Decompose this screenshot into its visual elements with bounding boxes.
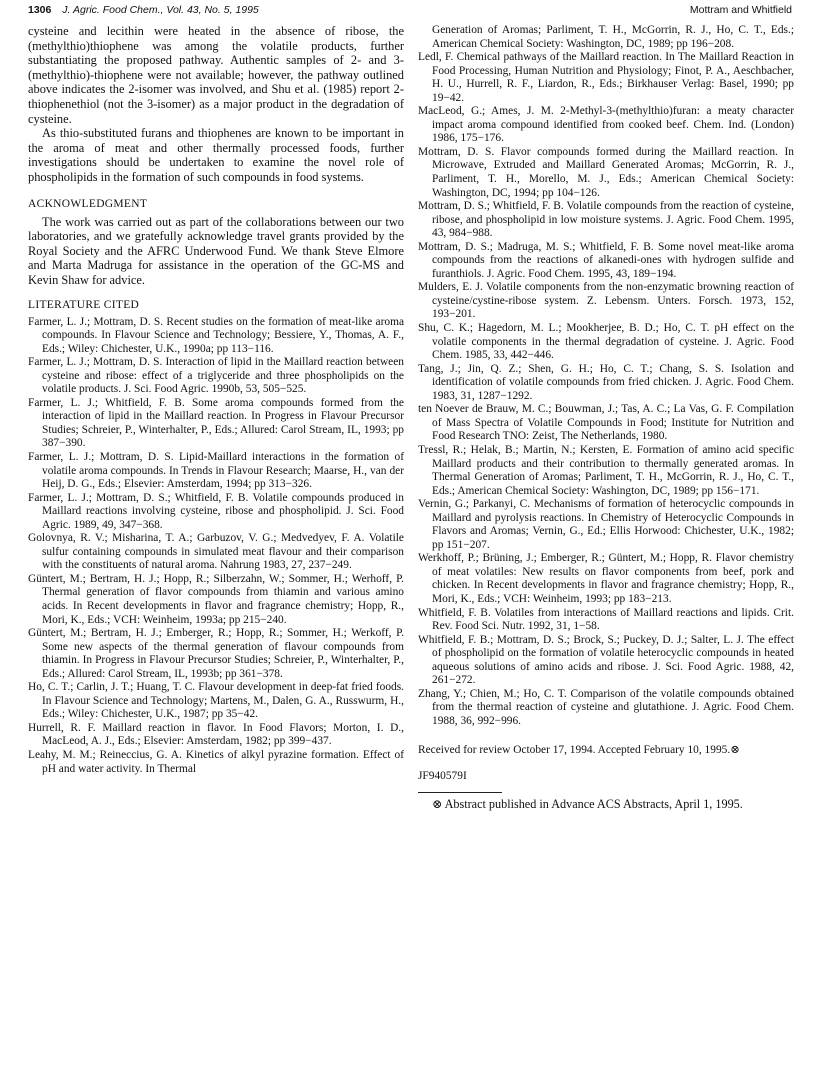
footnote: ⊗ Abstract published in Advance ACS Abstracts, April 1, 1995. xyxy=(432,797,743,812)
reference-item: Mottram, D. S.; Whitfield, F. B. Volatile compounds from the reaction of cysteine, ribose, and phospholipid in low moisture systems. J. Agric. Food Chem. 1995, 43, 984−988. xyxy=(418,200,794,240)
reference-list-right xyxy=(418,24,794,728)
left-column xyxy=(28,24,404,776)
reference-item: Farmer, L. J.; Mottram, D. S. Interaction of lipid in the Maillard reaction between cysteine and ribose: effect of a triglyceride and three phospholipids on the volatile products. J. Sci. Food Agric. 1990b, 53, 505−525. xyxy=(28,356,404,396)
reference-item: Leahy, M. M.; Reineccius, G. A. Kinetics of alkyl pyrazine formation. Effect of pH and water activity. In Thermal xyxy=(28,749,404,775)
reference-item: Whitfield, F. B. Volatiles from interactions of Maillard reactions and lipids. Crit. Rev. Food Sci. Nutr. 1992, 31, 1−58. xyxy=(418,606,794,633)
reference-item: Farmer, L. J.; Mottram, D. S. Recent studies on the formation of meat-like aroma compounds. In Flavour Science and Technology; Bessiere, Y., Thomas, A. F., Eds.; Wiley: Chichester, U.K., 1990a; pp 113−116. xyxy=(28,315,404,355)
reference-item: Mottram, D. S.; Madruga, M. S.; Whitfield, F. B. Some novel meat-like aroma compounds from the reactions of alkanedi-ones with hydrogen sulfide and furanthiols. J. Agric. Food Chem. 1995, 43, 189−194. xyxy=(418,240,794,280)
reference-item: Ho, C. T.; Carlin, J. T.; Huang, T. C. Flavour development in deep-fat fried foods. In Flavour Science and Technology; Martens, M., Dalen, G. A., Russwurm, H., Eds.; Wiley: Chichester, U.K., 1987; pp 35−42. xyxy=(28,681,404,721)
reference-continuation: Generation of Aromas; Parliment, T. H., McGorrin, R. J., Ho, C. T., Eds.; American Chemical Society: Washington, DC, 1989; pp 196−208. xyxy=(432,24,794,50)
running-authors: Mottram and Whitfield xyxy=(689,4,792,16)
reference-item: Güntert, M.; Bertram, H. J.; Emberger, R.; Hopp, R.; Sommer, H.; Werkoff, P. Some new aspects of the thermal generation of flavour compounds from thiamin. In Progress in Flavour Precursor Studies; Schreier, P., Winterhalter, P., Eds.; Allured: Carol Stream, IL, 1993b; pp 361−378. xyxy=(28,627,404,680)
reference-item: Ledl, F. Chemical pathways of the Maillard reaction. In The Maillard Reaction in Food Processing, Human Nutrition and Physiology; Finot, P. A., Aeschbacher, H. U., Hurrell, R. F., Liardon, R., Eds.; Birkhauser Verlag: Basel, 1990; pp 19−42. xyxy=(418,51,794,104)
running-header xyxy=(28,4,792,22)
received-dates: Received for review October 17, 1994. Accepted February 10, 1995.⊗ xyxy=(418,744,740,757)
reference-item: MacLeod, G.; Ames, J. M. 2-Methyl-3-(methylthio)furan: a meaty character impact aroma compound identified from cooked beef. Chem. Ind. (London) 1986, 175−176. xyxy=(418,105,794,145)
reference-item: Golovnya, R. V.; Misharina, T. A.; Garbuzov, V. G.; Medvedyev, F. A. Volatile sulfur containing compounds in simulated meat flavour and their comparison with the constituents of natural aroma. Nahrung 1983, 27, 237−249. xyxy=(28,532,404,572)
reference-item: Zhang, Y.; Chien, M.; Ho, C. T. Comparison of the volatile compounds obtained from the thermal reaction of cysteine and glutathione. J. Agric. Food Chem. 1988, 36, 992−996. xyxy=(418,687,794,727)
literature-heading: LITERATURE CITED xyxy=(28,298,140,311)
body-paragraph-2: As thio-substituted furans and thiophenes are known to be important in the aroma of meat and other thermally processed foods, further investigations should be undertaken to examine the novel role of phospholipids in the formation of such compounds in food systems. xyxy=(28,126,404,184)
reference-item: Güntert, M.; Bertram, H. J.; Hopp, R.; Silberzahn, W.; Sommer, H.; Werhoff, P. Thermal generation of flavor compounds from thiamin and various amino acids. In Recent developments in flavor and fragrance chemistry; Hopp, R., Mori, K., Eds.; VCH: Weinheim, 1993a; pp 215−240. xyxy=(28,572,404,626)
reference-item: Farmer, L. J.; Whitfield, F. B. Some aroma compounds formed from the interaction of lipid in the Maillard reaction. In Progress in Flavour Precursor Studies; Schreier, P., Winterhalter, P., Eds.; Allured: Carol Stream, IL, 1993; pp 387−390. xyxy=(28,396,404,450)
reference-item: ten Noever de Brauw, M. C.; Bouwman, J.; Tas, A. C.; La Vas, G. F. Compilation of Mass Spectra of Volatile Compounds in Food; Institute for Nutrition and Food Research TNO: Zeist, The Netherlands, 1980. xyxy=(418,403,794,443)
journal-citation: J. Agric. Food Chem., Vol. 43, No. 5, 1995 xyxy=(62,4,259,16)
reference-item: Tressl, R.; Helak, B.; Martin, N.; Kersten, E. Formation of amino acid specific Maillard products and their contribution to thermally generated aromas. In Thermal Generation of Aromas; Parliment, T. H., McGorrin, R. J., Ho, C. T., Eds.; American Chemical Society: Washington, DC, 1989; pp 156−171. xyxy=(418,443,794,497)
acknowledgment-text: The work was carried out as part of the collaborations between our two laboratories, and we gratefully acknowledge travel grants provided by the Royal Society and the AFRC Underwood Fund. We thank Steve Elmore and Marta Madruga for assistance in the operation of the GC-MS and Kevin Shaw for advice. xyxy=(28,214,404,287)
journal-code: JF940579I xyxy=(418,770,467,783)
footnote-divider xyxy=(418,792,502,793)
body-paragraph-1: cysteine and lecithin were heated in the absence of ribose, the (methylthio)thiophene was among the volatile products, further substantiating the proposed pathway. Authentic samples of 2- and 3-(methylthio)-thiophene were not available; however, the pathway outlined above indicates the 2-isomer was involved, and Shu et al. (1985) report 2-thiophenethiol (not the 3-isomer) as a major product in the degradation of cysteine. xyxy=(28,24,404,126)
reference-item: Farmer, L. J.; Mottram, D. S. Lipid-Maillard interactions in the formation of volatile aroma compounds. In Trends in Flavour Research; Maarse, H., van der Heij, D. G., Eds.; Elsevier: Amsterdam, 1994; pp 313−326. xyxy=(28,450,404,491)
reference-item: Tang, J.; Jin, Q. Z.; Shen, G. H.; Ho, C. T.; Chang, S. S. Isolation and identification of volatile compounds from fried chicken. J. Agric. Food Chem. 1983, 31, 1287−1292. xyxy=(418,362,794,402)
reference-item: Hurrell, R. F. Maillard reaction in flavor. In Food Flavors; Morton, I. D., MacLeod, A. J., Eds.; Elsevier: Amsterdam, 1982; pp 399−437. xyxy=(28,721,404,748)
reference-item: Shu, C. K.; Hagedorn, M. L.; Mookherjee, B. D.; Ho, C. T. pH effect on the volatile components in the thermal degradation of cysteine. J. Agric. Food Chem. 1985, 33, 442−446. xyxy=(418,322,794,362)
right-column xyxy=(418,24,794,812)
reference-item: Mottram, D. S. Flavor compounds formed during the Maillard reaction. In Microwave, Extruded and Maillard Generated Aromas; McGorrin, R. J., Parliment, T. H., Morello, M. J., Eds.; American Chemical Society: Washington, DC, 1994; pp 104−126. xyxy=(418,145,794,199)
reference-list-left xyxy=(28,316,404,777)
page-number: 1306 xyxy=(28,4,52,16)
reference-item: Vernin, G.; Parkanyi, C. Mechanisms of formation of heterocyclic compounds in Maillard and pyrolysis reactions. In Chemistry of Heterocyclic Compounds in Flavors and Aromas; Vernin, G., Ed.; Ellis Horwood: Chichester, U.K., 1982; pp 151−207. xyxy=(418,498,794,551)
acknowledgment-heading: ACKNOWLEDGMENT xyxy=(28,197,148,210)
reference-item: Werkhoff, P.; Brüning, J.; Emberger, R.; Güntert, M.; Hopp, R. Flavor chemistry of meat volatiles: New results on flavor components from beef, pork and chicken. In Recent developments in flavor and fragrance chemistry; Hopp, R., Mori, K., Eds.; VCH: Weinheim, 1993; pp 183−213. xyxy=(418,552,794,605)
reference-item: Farmer, L. J.; Mottram, D. S.; Whitfield, F. B. Volatile compounds produced in Maillard reactions involving cysteine, ribose and phospholipid. J. Sci. Food Agric. 1989, 49, 347−368. xyxy=(28,491,404,531)
reference-item: Mulders, E. J. Volatile components from the non-enzymatic browning reaction of cysteine/cystine-ribose system. Z. Lebensm. Unters. Forsch. 1973, 152, 193−201. xyxy=(418,281,794,321)
reference-item: Whitfield, F. B.; Mottram, D. S.; Brock, S.; Puckey, D. J.; Salter, L. J. The effect of phospholipid on the formation of volatile heterocyclic compounds in heated aqueous solutions of amino acids and ribose. J. Sci. Food Agric. 1988, 42, 261−272. xyxy=(418,633,794,687)
